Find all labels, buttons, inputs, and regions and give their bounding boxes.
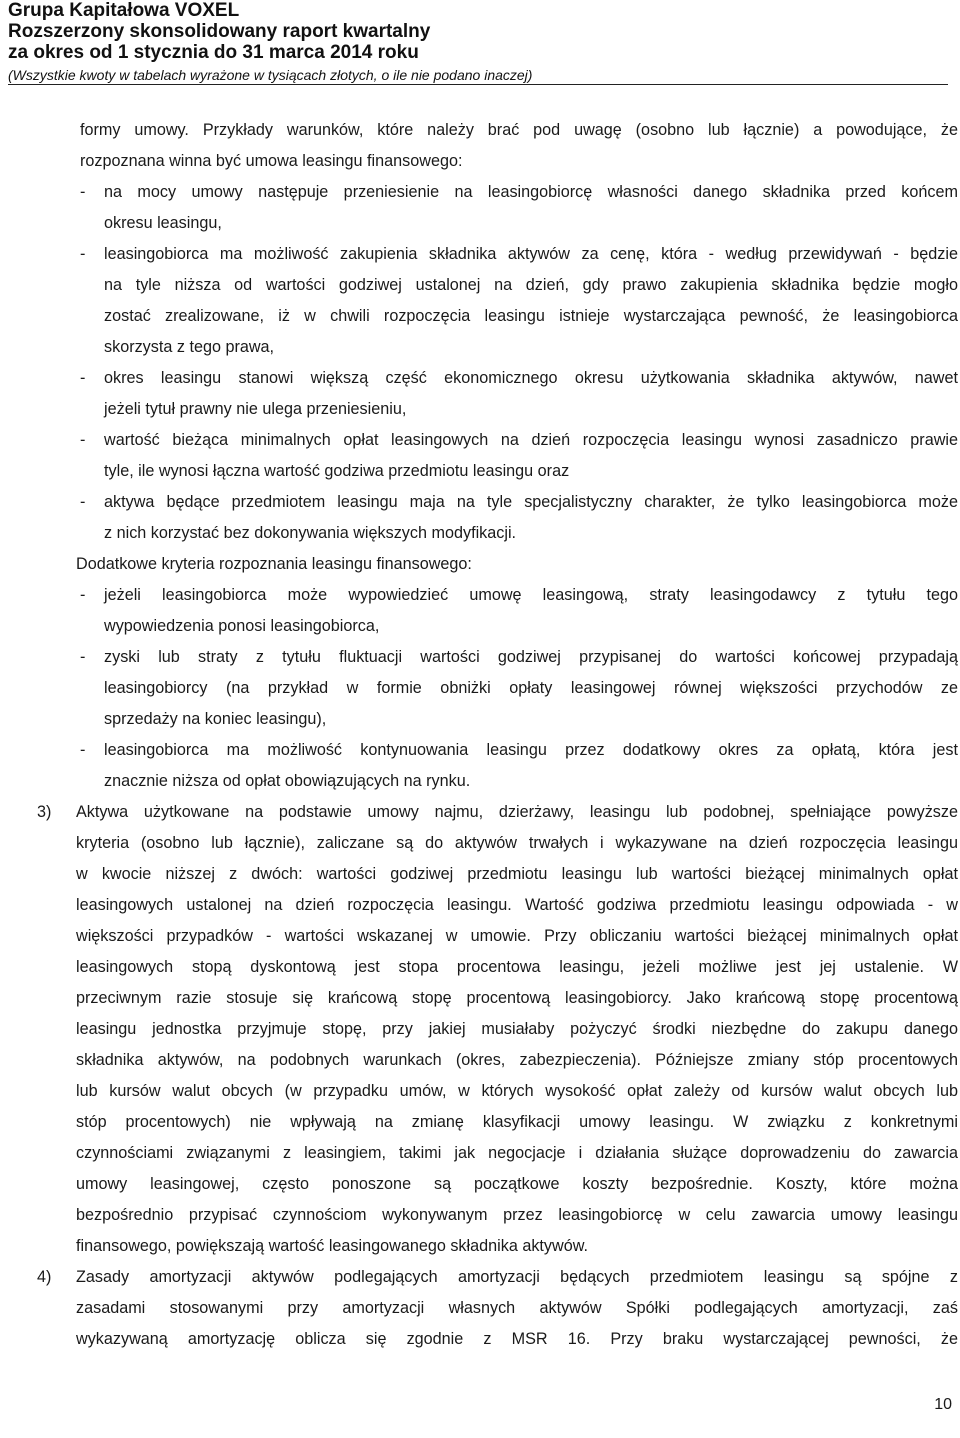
list-dash: - [80,648,86,666]
report-header [8,0,948,85]
numbered-item-3: 3) Aktywa użytkowane na podstawie umowy najmu, dzierżawy, leasingu lub podobnej, spełniające powyższe [0,797,960,828]
list-item: - wartość bieżąca minimalnych opłat leasingowych na dzień rozpoczęcia leasingu wynosi zasadniczo prawie [0,425,960,456]
text-line: rozpoznana winna być umowa leasingu finansowego: [80,152,463,170]
list-dash: - [80,493,86,511]
text-line: zostać zrealizowane, iż w chwili rozpoczęcia leasingu istnieje wystarczająca pewność, że leasingobiorca [104,307,958,325]
text-line: jeżeli tytuł prawny nie ulega przeniesieniu, [104,400,407,418]
text-line: z nich korzystać bez dokonywania większych modyfikacji. [104,524,517,542]
text-line: leasingu jednostka przyjmuje stopę, przy jakiej musiałaby pożyczyć środki niezbędne do zakupu danego [76,1020,958,1038]
list-dash: - [80,369,86,387]
text-line: tyle, ile wynosi łączna wartość godziwa przedmiotu leasingu oraz [104,462,570,480]
item-number: 3) [37,803,52,821]
document-body [0,115,960,1355]
text-line: bezpośrednio przypisać czynnościom wykonywanym przez leasingobiorcę w celu zawarcia umowy leasingu [76,1206,958,1224]
text-line: leasingowych stopą dyskontową jest stopa procentowa leasingu, jeżeli możliwe jest jej ustalenie. W [76,958,958,976]
text-line: na tyle niższa od wartości godziwej ustalonej na dzień, gdy prawo zakupienia składnika będzie mogło [104,276,958,294]
list-dash: - [80,245,86,263]
list-item: - leasingobiorca ma możliwość zakupienia składnika aktywów za cenę, która - według przewidywań - będzie [0,239,960,270]
section-intro: Dodatkowe kryteria rozpoznania leasingu finansowego: [76,555,472,573]
text-line: czynnościami związanymi z leasingiem, takimi jak negocjacje i działania służące doprowadzeniu do zawarcia [76,1144,958,1162]
list-dash: - [80,183,86,201]
text-line: większości przypadków - wartości wskazanej w umowie. Przy obliczaniu wartości bieżącej minimalnych opłat [76,927,958,945]
text-line: finansowego, powiększają wartość leasingowanego składnika aktywów. [76,1237,588,1255]
text-line: w kwocie niższej z dwóch: wartości godziwej przedmiotu leasingu lub wartości bieżącej minimalnych opłat [76,865,958,883]
list-dash: - [80,586,86,604]
numbered-item-4: 4) Zasady amortyzacji aktywów podlegających amortyzacji będących przedmiotem leasingu są spójne z [0,1262,960,1293]
text-line: skorzysta z tego prawa, [104,338,275,356]
text-line: wypowiedzenia ponosi leasingobiorca, [104,617,380,635]
text-line: lub kursów walut obcych (w przypadku umów, w których wysokość opłat zależy od kursów walut obcych lub [76,1082,958,1100]
list-item: - na mocy umowy następuje przeniesienie na leasingobiorcę własności danego składnika przed końcem [0,177,960,208]
text-line: sprzedaży na koniec leasingu), [104,710,327,728]
list-dash: - [80,741,86,759]
report-title: Rozszerzony skonsolidowany raport kwartalny [8,21,431,42]
text-line: leasingowych ustalonej na dzień rozpoczęcia leasingu. Wartość godziwa przedmiotu leasingu odpowiada - w [76,896,958,914]
list-item: - aktywa będące przedmiotem leasingu maja na tyle specjalistyczny charakter, że tylko leasingobiorca może [0,487,960,518]
list-dash: - [80,431,86,449]
text-line: formy umowy. Przykłady warunków, które należy brać pod uwagę (osobno lub łącznie) a powodujące, że [80,121,958,139]
text-line: umowy leasingowej, często ponoszone są początkowe koszty bezpośrednie. Koszty, które można [76,1175,958,1193]
text-line: leasingobiorcy (na przykład w formie obniżki opłaty leasingowej równej większości przychodów ze [104,679,958,697]
page-number: 10 [934,1396,952,1413]
amounts-note: (Wszystkie kwoty w tabelach wyrażone w tysiącach złotych, o ile nie podano inaczej) [8,67,533,83]
list-item: - leasingobiorca ma możliwość kontynuowania leasingu przez dodatkowy okres za opłatą, która jest [0,735,960,766]
text-line: zasadami stosowanymi przy amortyzacji własnych aktywów Spółki podlegających amortyzacji, zaś [76,1299,958,1317]
item-number: 4) [37,1268,52,1286]
header-divider [8,84,948,85]
text-line: wykazywaną amortyzację oblicza się zgodnie z MSR 16. Przy braku wystarczającej pewności, że [76,1330,958,1348]
text-line: znacznie niższa od opłat obowiązujących na rynku. [104,772,471,790]
list-item: - zyski lub straty z tytułu fluktuacji wartości godziwej przypisanej do wartości końcowej przypadają [0,642,960,673]
text-line: okresu leasingu, [104,214,222,232]
company-name: Grupa Kapitałowa VOXEL [8,0,240,21]
text-line: przeciwnym razie stosuje się krańcową stopę procentową leasingobiorcy. Jako krańcową stopę procentową [76,989,958,1007]
text-line: składnika aktywów, na podobnych warunkach (okres, zabezpieczenia). Późniejsze zmiany stóp procentowych [76,1051,958,1069]
list-item: - okres leasingu stanowi większą część ekonomicznego okresu użytkowania składnika aktywów, nawet [0,363,960,394]
list-item: - jeżeli leasingobiorca może wypowiedzieć umowę leasingową, straty leasingodawcy z tytułu tego [0,580,960,611]
text-line: stóp procentowych) nie wpływają na zmianę klasyfikacji umowy leasingu. W związku z konkretnymi [76,1113,958,1131]
text-line: kryteria (osobno lub łącznie), zaliczane są do aktywów trwałych i wykazywane na dzień rozpoczęcia leasingu [76,834,958,852]
report-period: za okres od 1 stycznia do 31 marca 2014 roku [8,42,419,63]
